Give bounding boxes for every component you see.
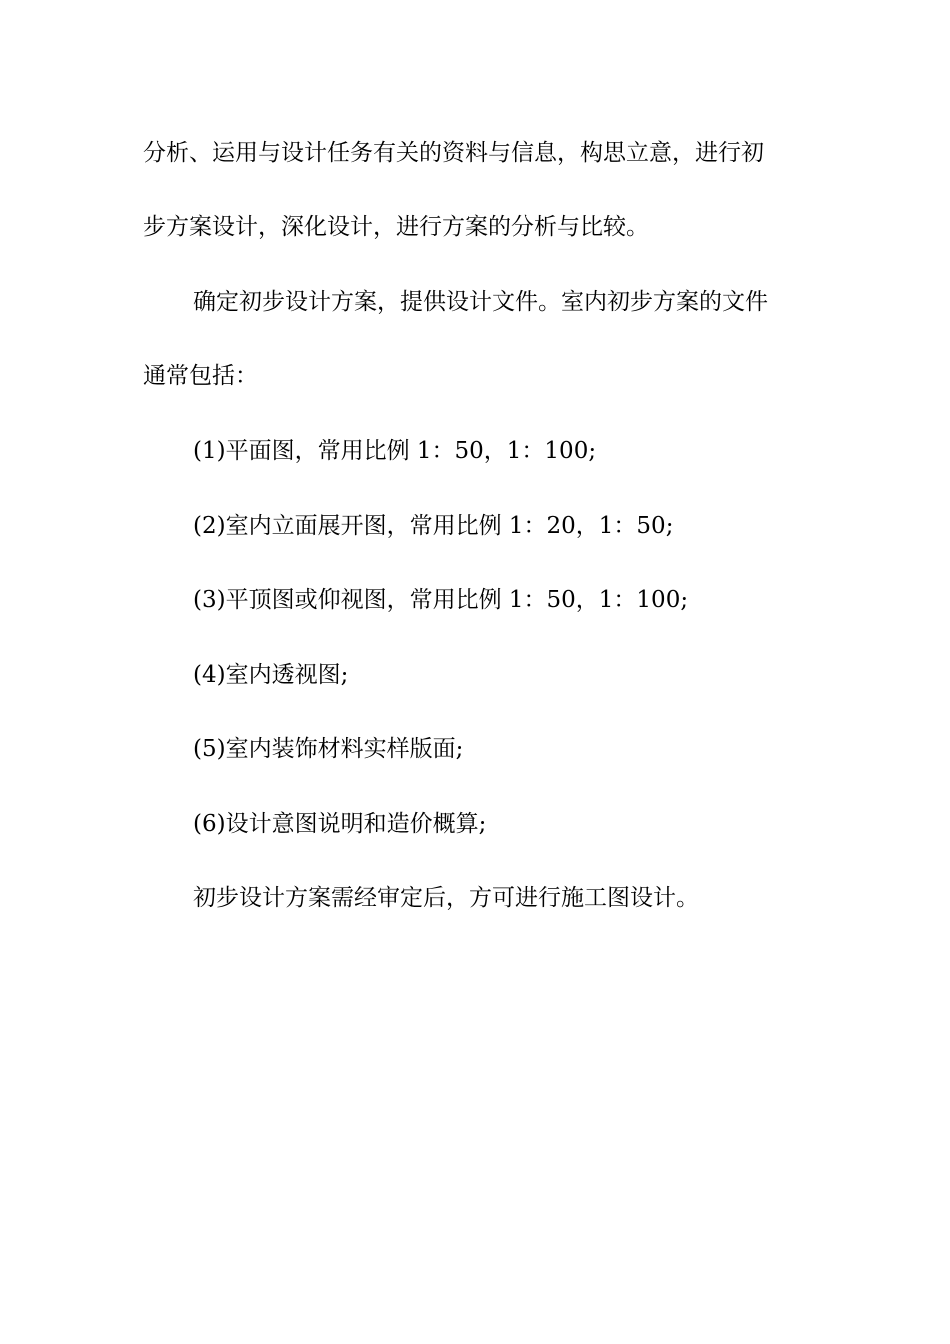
paragraph-line: 步方案设计，深化设计，进行方案的分析与比较。 (143, 214, 649, 240)
paragraph-line: 确定初步设计方案，提供设计文件。室内初步方案的文件 (193, 289, 768, 315)
paragraph-line: 分析、运用与设计任务有关的资料与信息，构思立意，进行初 (143, 140, 764, 166)
list-item: (5)室内装饰材料实样版面; (193, 736, 464, 762)
paragraph-line: 通常包括： (143, 363, 258, 389)
list-item: (6)设计意图说明和造价概算; (193, 811, 487, 837)
list-item: (2)室内立面展开图，常用比例 1：20，1：50; (193, 513, 674, 539)
list-item: (3)平顶图或仰视图，常用比例 1：50，1：100; (193, 587, 689, 613)
closing-paragraph: 初步设计方案需经审定后，方可进行施工图设计。 (193, 885, 699, 911)
list-item: (1)平面图，常用比例 1：50，1：100; (193, 438, 597, 464)
list-item: (4)室内透视图; (193, 662, 349, 688)
